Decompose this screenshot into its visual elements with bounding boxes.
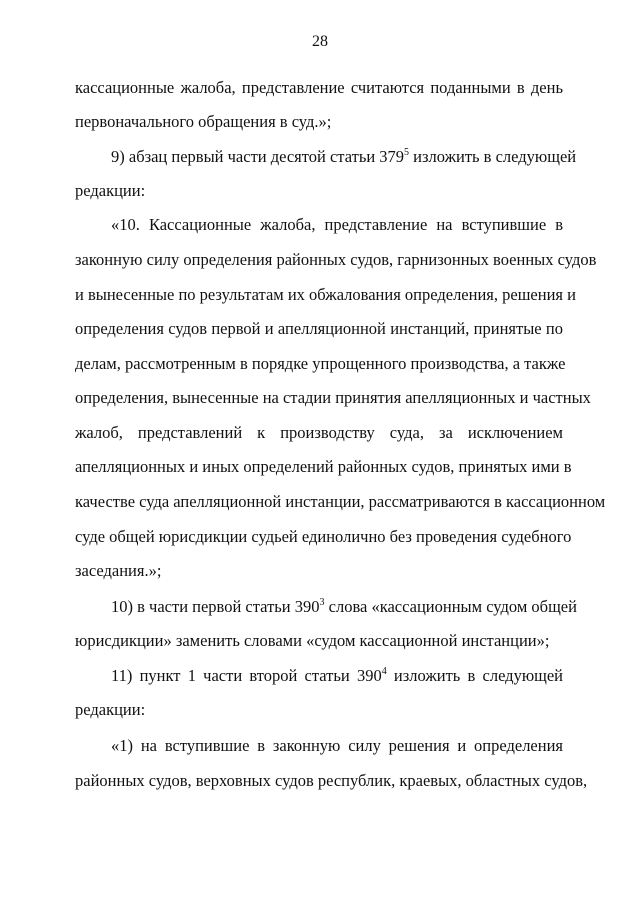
superscript: 3 — [319, 597, 325, 608]
text-line: кассационные жалоба, представление считаются поданными в день — [75, 78, 563, 97]
text-line: заседания.»; — [75, 561, 162, 580]
text-line: и вынесенные по результатам их обжалования определения, решения и — [75, 285, 576, 304]
text-segment: слова «кассационным судом общей — [324, 597, 577, 616]
text-line: «1) на вступившие в законную силу решения и определения — [111, 736, 563, 755]
text-line: апелляционных и иных определений районных судов, принятых ими в — [75, 457, 572, 476]
text-line: редакции: — [75, 700, 146, 719]
text-line: первоначального обращения в суд.»; — [75, 112, 332, 131]
text-line: юрисдикции» заменить словами «судом кассационной инстанции»; — [75, 631, 550, 650]
superscript: 5 — [404, 147, 410, 158]
text-line: «10. Кассационные жалоба, представление на вступившие в — [111, 215, 563, 234]
text-line: законную силу определения районных судов, гарнизонных военных судов — [75, 250, 597, 269]
text-line: определения, вынесенные на стадии принятия апелляционных и частных — [75, 388, 591, 407]
text-line: редакции: — [75, 181, 146, 200]
text-line: суде общей юрисдикции судьей единолично без проведения судебного — [75, 527, 572, 546]
text-segment: изложить в следующей — [386, 666, 563, 685]
text-line-with-superscript — [111, 147, 577, 167]
text-line: районных судов, верховных судов республик, краевых, областных судов, — [75, 771, 588, 790]
text-segment: 9) абзац первый части десятой статьи 379 — [111, 147, 405, 166]
superscript: 4 — [381, 666, 387, 677]
text-line-with-superscript — [111, 597, 577, 617]
text-segment: 11) пункт 1 части второй статьи 390 — [111, 666, 382, 685]
page-number: 28 — [312, 33, 328, 50]
text-line: определения судов первой и апелляционной инстанций, принятые по — [75, 319, 563, 338]
text-line: делам, рассмотренным в порядке упрощенного производства, а также — [75, 354, 566, 373]
text-line: качестве суда апелляционной инстанции, рассматриваются в кассационном — [75, 492, 606, 511]
text-line: жалоб, представлений к производству суда, за исключением — [75, 423, 563, 442]
text-segment: 10) в части первой статьи 390 — [111, 597, 320, 616]
text-segment: изложить в следующей — [409, 147, 577, 166]
text-line-with-superscript — [111, 666, 563, 686]
